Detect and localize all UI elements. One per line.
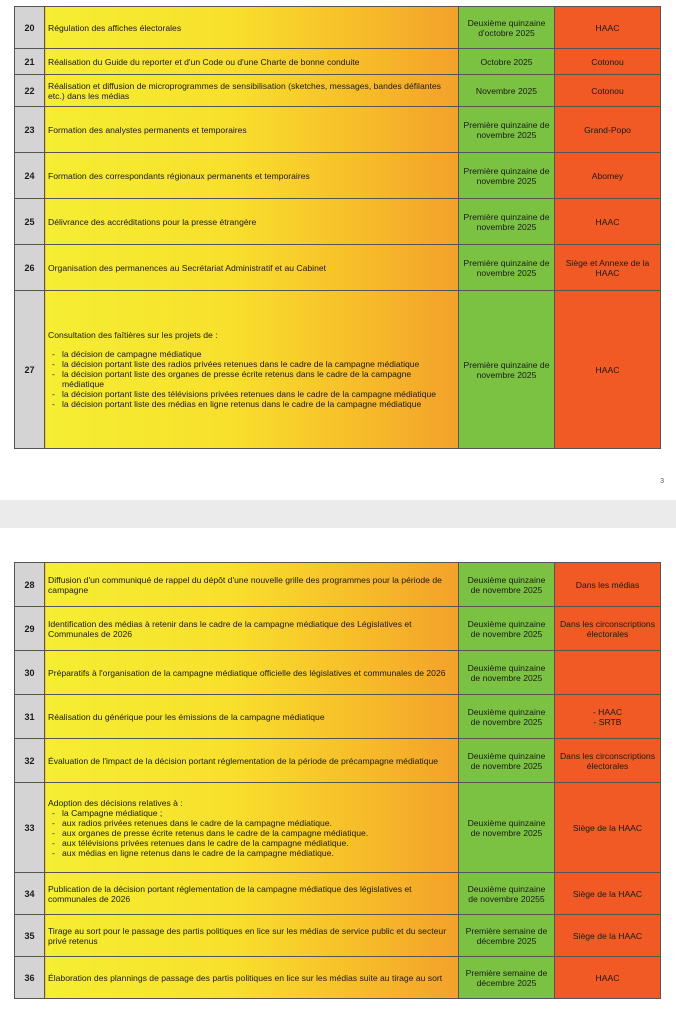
activity-cell (45, 783, 459, 873)
row-number: 31 (15, 695, 45, 739)
activity-lead: Adoption des décisions relatives à : (48, 797, 183, 808)
location-cell: Dans les circonscriptions électorales (555, 739, 661, 783)
date-cell: Première quinzaine de novembre 2025 (459, 291, 555, 449)
location-cell: Siège de la HAAC (555, 873, 661, 915)
table-row (15, 245, 661, 291)
activity-cell: Préparatifs à l'organisation de la campagne médiatique officielle des législatives et communales de 2026 (45, 651, 459, 695)
table-row (15, 651, 661, 695)
row-number: 32 (15, 739, 45, 783)
location-cell: Grand-Popo (555, 107, 661, 153)
activity-cell: Tirage au sort pour le passage des partis politiques en lice sur les médias de service public et du secteur privé retenus (45, 915, 459, 957)
row-number: 29 (15, 607, 45, 651)
date-cell: Deuxième quinzaine de novembre 20255 (459, 873, 555, 915)
row-number: 36 (15, 957, 45, 999)
activity-sub-list (48, 349, 455, 409)
date-cell: Première quinzaine de novembre 2025 (459, 153, 555, 199)
table-row (15, 915, 661, 957)
date-cell: Novembre 2025 (459, 75, 555, 107)
date-cell: Deuxième quinzaine de novembre 2025 (459, 695, 555, 739)
table-row (15, 695, 661, 739)
row-number: 23 (15, 107, 45, 153)
row-number: 22 (15, 75, 45, 107)
table-row (15, 153, 661, 199)
location-cell: HAAC (555, 291, 661, 449)
activity-cell: Diffusion d'un communiqué de rappel du dépôt d'une nouvelle grille des programmes pour la période de campagne (45, 563, 459, 607)
table-row (15, 7, 661, 49)
row-number: 34 (15, 873, 45, 915)
location-cell: HAAC (555, 7, 661, 49)
activity-cell: Réalisation et diffusion de microprogrammes de sensibilisation (sketches, messages, bandes défilantes etc.) dans les médias (45, 75, 459, 107)
document-page-2 (0, 528, 676, 1024)
table-row (15, 739, 661, 783)
location-cell: Siège de la HAAC (555, 915, 661, 957)
activity-cell: Évaluation de l'impact de la décision portant réglementation de la période de précampagne médiatique (45, 739, 459, 783)
location-cell: Dans les médias (555, 563, 661, 607)
table-row (15, 873, 661, 915)
table-row (15, 107, 661, 153)
activity-cell: Élaboration des plannings de passage des partis politiques en lice sur les médias suite au tirage au sort (45, 957, 459, 999)
location-cell: - HAAC - SRTB (555, 695, 661, 739)
date-cell: Première semaine de décembre 2025 (459, 915, 555, 957)
activity-cell: Publication de la décision portant réglementation de la campagne médiatique des législatives et communales de 2026 (45, 873, 459, 915)
location-cell: HAAC (555, 199, 661, 245)
row-number: 33 (15, 783, 45, 873)
row-number: 28 (15, 563, 45, 607)
row-number: 26 (15, 245, 45, 291)
schedule-table-page-1 (14, 6, 661, 449)
list-item: - aux télévisions privées retenues dans le cadre de la campagne médiatique. (62, 838, 455, 848)
date-cell: Première semaine de décembre 2025 (459, 957, 555, 999)
row-number: 25 (15, 199, 45, 245)
location-cell: HAAC (555, 957, 661, 999)
list-item: - la décision portant liste des radios privées retenues dans le cadre de la campagne médiatique (62, 359, 455, 369)
list-item: - aux médias en ligne retenus dans le cadre de la campagne médiatique. (62, 848, 455, 858)
activity-lead: Consultation des faîtières sur les projets de : (48, 330, 218, 340)
activity-cell: Réalisation du Guide du reporter et d'un Code ou d'une Charte de bonne conduite (45, 49, 459, 75)
row-number: 21 (15, 49, 45, 75)
date-cell: Deuxième quinzaine de novembre 2025 (459, 739, 555, 783)
location-cell: Siège de la HAAC (555, 783, 661, 873)
row-number: 27 (15, 291, 45, 449)
activity-sub-list (48, 808, 455, 858)
list-item: - la décision portant liste des télévisions privées retenues dans le cadre de la campagne médiatique (62, 389, 455, 399)
date-cell: Première quinzaine de novembre 2025 (459, 107, 555, 153)
list-item: - la Campagne médiatique ; (62, 808, 455, 818)
activity-cell (45, 291, 459, 449)
date-cell: Octobre 2025 (459, 49, 555, 75)
activity-cell: Identification des médias à retenir dans le cadre de la campagne médiatique des Législatives et Communales de 2026 (45, 607, 459, 651)
activity-cell: Réalisation du générique pour les émissions de la campagne médiatique (45, 695, 459, 739)
date-cell: Deuxième quinzaine de novembre 2025 (459, 783, 555, 873)
table-row (15, 75, 661, 107)
table-row (15, 291, 661, 449)
table-row (15, 783, 661, 873)
location-cell: Siège et Annexe de la HAAC (555, 245, 661, 291)
list-item: - aux radios privées retenues dans le cadre de la campagne médiatique. (62, 818, 455, 828)
document-page-1 (0, 0, 676, 500)
table-row (15, 607, 661, 651)
date-cell: Deuxième quinzaine de novembre 2025 (459, 607, 555, 651)
location-cell (555, 651, 661, 695)
list-item: - la décision de campagne médiatique (62, 349, 455, 359)
activity-cell: Formation des analystes permanents et temporaires (45, 107, 459, 153)
table-row (15, 49, 661, 75)
date-cell: Première quinzaine de novembre 2025 (459, 199, 555, 245)
row-number: 24 (15, 153, 45, 199)
activity-cell: Organisation des permanences au Secrétariat Administratif et au Cabinet (45, 245, 459, 291)
location-cell: Abomey (555, 153, 661, 199)
location-cell: Dans les circonscriptions électorales (555, 607, 661, 651)
row-number: 20 (15, 7, 45, 49)
activity-cell: Régulation des affiches électorales (45, 7, 459, 49)
date-cell: Première quinzaine de novembre 2025 (459, 245, 555, 291)
location-cell: Cotonou (555, 75, 661, 107)
date-cell: Deuxième quinzaine d'octobre 2025 (459, 7, 555, 49)
table-row (15, 957, 661, 999)
list-item: - aux organes de presse écrite retenus dans le cadre de la campagne médiatique. (62, 828, 455, 838)
list-item: - la décision portant liste des médias en ligne retenus dans le cadre de la campagne médiatique (62, 399, 455, 409)
activity-cell: Formation des correspondants régionaux permanents et temporaires (45, 153, 459, 199)
activity-cell: Délivrance des accréditations pour la presse étrangère (45, 199, 459, 245)
table-row (15, 199, 661, 245)
location-cell: Cotonou (555, 49, 661, 75)
page-number: 3 (660, 478, 664, 485)
schedule-table-page-2 (14, 562, 661, 999)
row-number: 30 (15, 651, 45, 695)
date-cell: Deuxième quinzaine de novembre 2025 (459, 651, 555, 695)
table-row (15, 563, 661, 607)
row-number: 35 (15, 915, 45, 957)
date-cell: Deuxième quinzaine de novembre 2025 (459, 563, 555, 607)
list-item: - la décision portant liste des organes de presse écrite retenus dans le cadre de la campagne médiatique (62, 369, 455, 389)
